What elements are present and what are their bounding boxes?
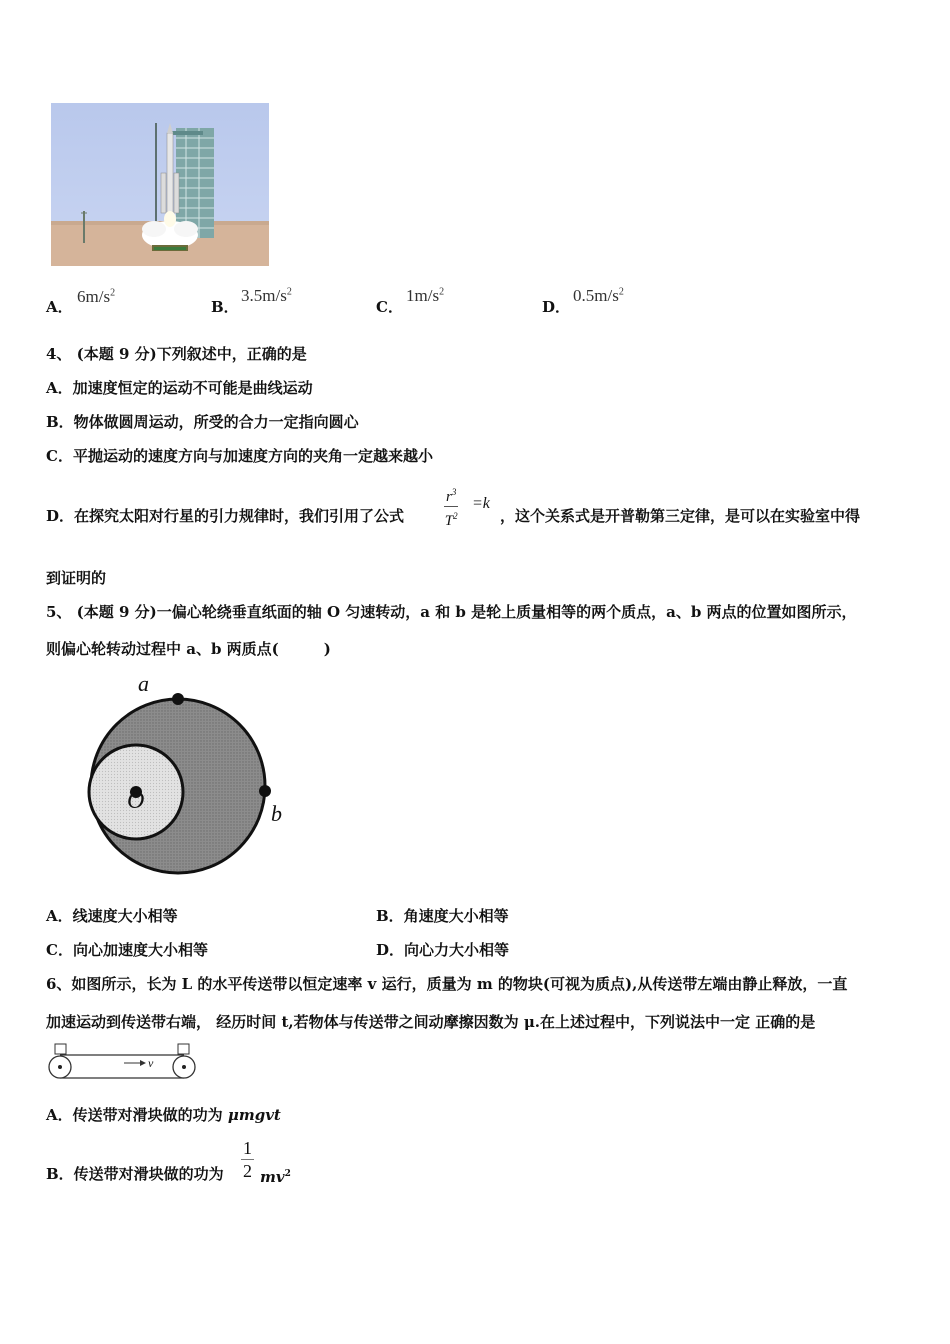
q5-option-d: D．向心力大小相等: [376, 941, 510, 959]
conveyor-belt-figure: [46, 1041, 198, 1081]
velocity-label: v: [148, 1056, 154, 1070]
eccentric-wheel-figure: [80, 668, 300, 878]
q6-option-a: A．传送带对滑块做的功为 μmgvt: [46, 1106, 281, 1124]
kinetic-energy-expression: $mv^2$: [260, 1168, 291, 1186]
q3-option-d: [542, 296, 570, 317]
q5-stem-line2: 则偏心轮转动过程中 a、b 两质点( ): [46, 640, 331, 658]
q3-option-c-value: $1m/s^2$: [406, 286, 445, 305]
q4-option-b: B．物体做圆周运动，所受的合力一定指向圆心: [46, 413, 359, 431]
q5-stem-line1: 5、 (本题 9 分)一偏心轮绕垂直纸面的轴 O 匀速转动，a 和 b 是轮上质量相等的两个质点，a、b 两点的位置如图所示，: [46, 603, 857, 621]
q4-option-a: A．加速度恒定的运动不可能是曲线运动: [46, 379, 313, 397]
option-label: B．: [211, 298, 239, 316]
kepler-formula: [444, 481, 504, 527]
work-expression: μmgvt: [227, 1106, 281, 1124]
q3-option-b-value: $3.5m/s^2$: [241, 286, 292, 305]
q5-option-c: C．向心加速度大小相等: [46, 941, 208, 959]
q4-option-d: D．在探究太阳对行星的引力规律时，我们引用了公式: [46, 507, 405, 525]
q4-option-d-continued: 到证明的: [46, 569, 107, 587]
q5-option-a: A．线速度大小相等: [46, 907, 178, 925]
option-label: D．: [542, 298, 571, 316]
q3-option-a-value: $6m/s^2$: [77, 287, 116, 306]
point-a-label: a: [138, 671, 149, 696]
axis-o-label: O: [127, 788, 145, 814]
option-label: A．: [46, 298, 73, 316]
q5-option-b: B．角速度大小相等: [376, 907, 509, 925]
q3-option-b: [211, 296, 239, 317]
q4-stem: 4、 (本题 9 分)下列叙述中，正确的是: [46, 345, 307, 363]
q3-option-c: [376, 296, 403, 317]
option-label: C．: [376, 298, 403, 316]
q3-option-a: [46, 296, 73, 322]
q3-option-d-value: $0.5m/s^2$: [573, 286, 624, 305]
q6-option-b: B．传送带对滑块做的功为: [46, 1165, 224, 1183]
formula-fraction: $\frac{r^3}{T^2}$: [444, 483, 458, 530]
q4-option-d-rest: ，这个关系式是开普勒第三定律，是可以在实验室中得: [500, 507, 861, 525]
rocket-launch-image: [51, 103, 269, 266]
formula-equals-k: =k: [472, 495, 490, 512]
q6-stem-line1: 6、如图所示，长为 L 的水平传送带以恒定速率 v 运行，质量为 m 的物块(可视为质点),从传送带左端由静止释放，一直: [46, 975, 848, 993]
point-b-label: b: [271, 801, 282, 826]
q6-stem-line2: 加速运动到传送带右端， 经历时间 t,若物体与传送带之间动摩擦因数为 μ.在上述过程中，下列说法中一定 正确的是: [46, 1013, 816, 1031]
q4-option-c: C．平抛运动的速度方向与加速度方向的夹角一定越来越小: [46, 447, 433, 465]
half-fraction: $\frac{1}{2}$: [243, 1138, 252, 1181]
